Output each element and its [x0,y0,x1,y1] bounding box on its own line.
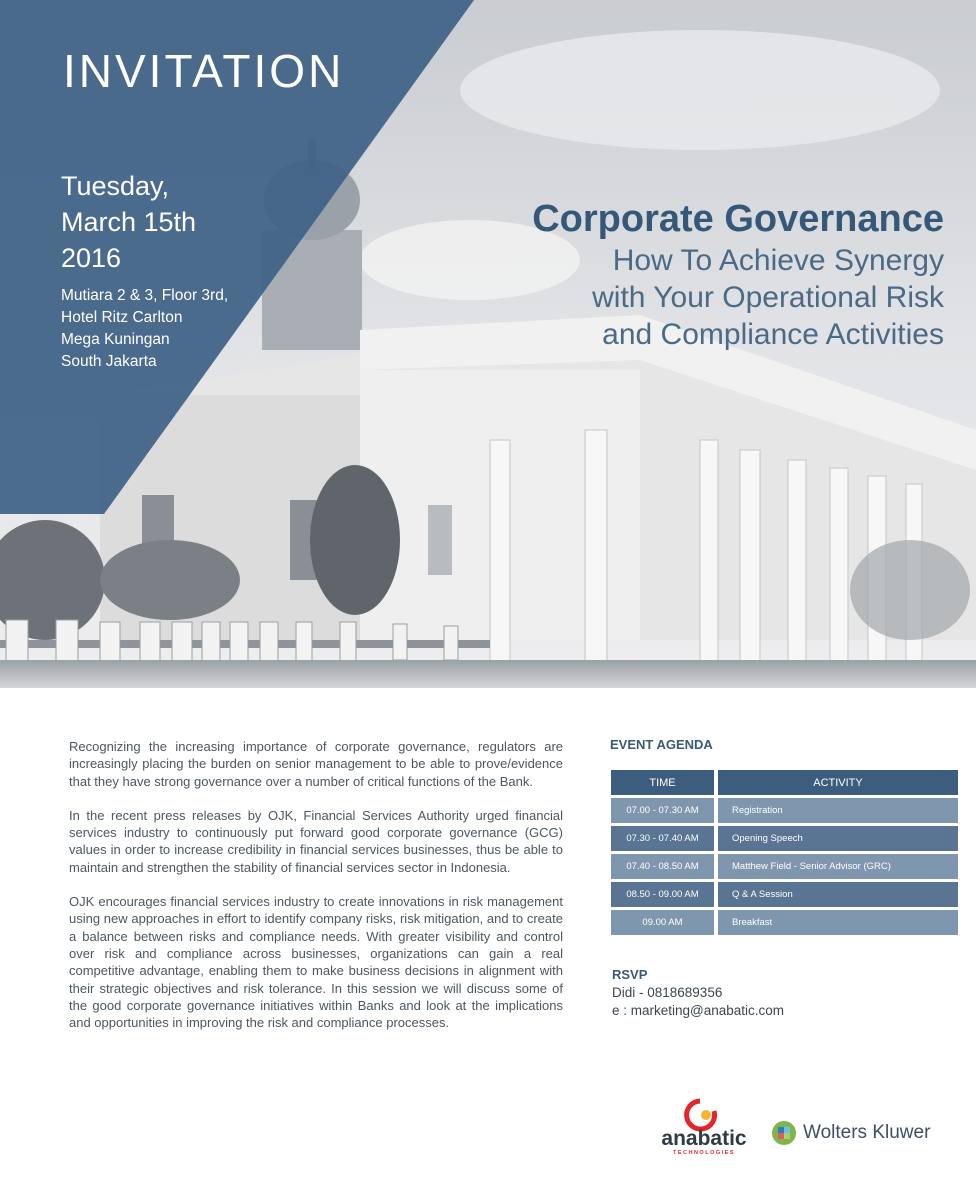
event-month-day: March 15th [61,207,197,237]
agenda-activity: Breakfast [718,910,958,935]
agenda-row [611,910,958,935]
agenda-heading: EVENT AGENDA [610,737,713,752]
anabatic-emblem-icon [656,1097,752,1157]
event-year: 2016 [61,243,122,273]
agenda-time: 07.30 - 07.40 AM [611,826,714,851]
event-headline [424,196,944,353]
venue-line: South Jakarta [61,353,157,370]
agenda-row [611,854,958,879]
event-subtitle-line: with Your Operational Risk [592,281,944,314]
agenda-header-row [611,770,958,795]
venue-address [61,285,291,373]
description-paragraph: Recognizing the increasing importance of corporate governance, regulators are increasingly placing the burden on senior management to be able to prove/evidence that they have strong governance over a number of critical functions of the Bank. [69,739,563,789]
agenda-time: 09.00 AM [611,910,714,935]
agenda-row [611,798,958,823]
rsvp-contact: Didi - 0818689356 [612,985,723,1000]
event-date [61,168,321,276]
agenda-time: 07.40 - 08.50 AM [611,854,714,879]
agenda-time: 08.50 - 09.00 AM [611,882,714,907]
wolters-kluwer-emblem-icon [771,1120,797,1146]
agenda-row [611,826,958,851]
venue-line: Hotel Ritz Carlton [61,309,183,326]
agenda-row [611,882,958,907]
rsvp-title: RSVP [612,967,648,982]
venue-line: Mutiara 2 & 3, Floor 3rd, [61,287,229,304]
rsvp-block [612,966,784,1020]
wolters-kluwer-logo [771,1120,930,1146]
invitation-heading: INVITATION [63,45,345,97]
anabatic-logo [656,1097,752,1157]
anabatic-tagline: TECHNOLOGIES [672,1150,736,1156]
agenda-table [611,770,958,938]
anabatic-wordmark: anabatic [661,1127,747,1150]
agenda-header-time: TIME [611,770,714,795]
description-paragraph: In the recent press releases by OJK, Financial Services Authority urged financial services industry to continuously put forward good corporate governance (GCG) values in order to increase credibility in financial services businesses, thus be able to maintain and strengthen the stability of financial services sector in Indonesia. [69,807,563,875]
event-description [69,738,563,1048]
event-subtitle-line: How To Achieve Synergy [612,244,944,277]
agenda-header-activity: ACTIVITY [718,770,958,795]
agenda-activity: Opening Speech [718,826,958,851]
event-day: Tuesday, [61,171,170,201]
agenda-activity: Registration [718,798,958,823]
agenda-time: 07.00 - 07.30 AM [611,798,714,823]
event-title: Corporate Governance [532,198,944,240]
event-subtitle-line: and Compliance Activities [602,318,944,351]
description-paragraph: OJK encourages financial services industry to create innovations in risk management using new approaches in effort to identify company risks, risk mitigation, and to create a balance between risks and compliance needs. With greater visibility and control over risk and compliance across businesses, organizations can gain a real competitive advantage, enabling them to make business decisions in alignment with their strategic objectives and risk tolerance. In this session we will discuss some of the good corporate governance initiatives within Banks and look at the implications and opportunities in improving the risk and compliance processes. [69,894,563,1031]
wolters-kluwer-wordmark: Wolters Kluwer [803,1122,931,1143]
rsvp-email[interactable]: e : marketing@anabatic.com [612,1003,785,1018]
agenda-activity: Matthew Field - Senior Advisor (GRC) [718,854,958,879]
venue-line: Mega Kuningan [61,331,170,348]
agenda-activity: Q & A Session [718,882,958,907]
